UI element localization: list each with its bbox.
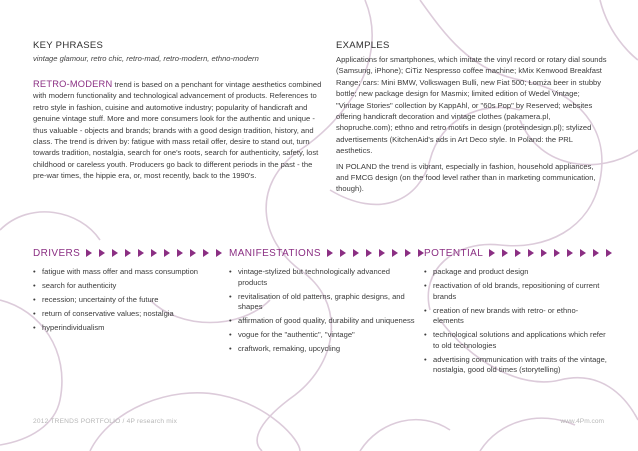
arrow-icon bbox=[606, 249, 612, 257]
arrow-icon bbox=[567, 249, 573, 257]
arrow-icon bbox=[541, 249, 547, 257]
arrow-icon bbox=[203, 249, 209, 257]
manifestations-list bbox=[229, 267, 415, 355]
arrow-icon bbox=[528, 249, 534, 257]
bullet-icon: • bbox=[33, 308, 36, 318]
arrow-icon bbox=[515, 249, 521, 257]
list-item: • fatigue with mass offer and mass consumption bbox=[33, 267, 199, 276]
list-item: • technological solutions and applications which refer to old technologies bbox=[424, 330, 606, 350]
key-phrases-list: vintage glamour, retro chic, retro-mad, retro-modern, ethno-modern bbox=[33, 54, 259, 63]
arrow-icon bbox=[379, 249, 385, 257]
bullet-icon: • bbox=[424, 267, 427, 276]
list-item: • return of conservative values; nostalgia bbox=[33, 308, 174, 318]
list-item: • hyperindividualism bbox=[33, 322, 105, 332]
bullet-icon: • bbox=[33, 280, 36, 290]
examples-paragraph: Applications for smartphones, which imitate the vinyl record or rotary dial sounds (Samsung, iPhone); CiTiz Nespresso coffee machine; kMix Kenwood Breakfast Range; cars: Mini BMW, Volkswagen Bulli, new Fiat 500; Łomża beer in stubby bottle; new package design for Masmix; limited edition of Wedel Vintage; "Vintage Stories" collection by KappAhl, or "60s Pop" by Reserved; websites offering handicraft decoration and vintage clothes (pakamera.pl, shopruche.com); ethno and retro motifs in design (proteindesign.pl); stylized advertisements (KitchenAid's ads in Art Deco style. In Poland: the PRL aesthetics. bbox=[336, 55, 607, 156]
bullet-icon: • bbox=[229, 344, 232, 354]
potential-arrows bbox=[489, 249, 619, 257]
arrow-icon bbox=[138, 249, 144, 257]
arrow-icon bbox=[392, 249, 398, 257]
arrow-icon bbox=[327, 249, 333, 257]
arrow-icon bbox=[340, 249, 346, 257]
potential-section bbox=[424, 246, 608, 379]
potential-title: POTENTIAL bbox=[424, 247, 484, 259]
arrow-icon bbox=[580, 249, 586, 257]
list-item: • advertising communication with traits of the vintage, nostalgia, good old times (storytelling) bbox=[424, 354, 607, 375]
list-item: • recession; uncertainty of the future bbox=[33, 294, 159, 304]
arrow-icon bbox=[593, 249, 599, 257]
bullet-icon: • bbox=[229, 330, 232, 340]
list-item: • revitalisation of old patterns, graphic designs, and shapes bbox=[229, 291, 405, 312]
trend-description bbox=[33, 79, 323, 182]
arrow-icon bbox=[125, 249, 131, 257]
arrow-icon bbox=[502, 249, 508, 257]
bullet-icon: • bbox=[33, 267, 36, 276]
manifestations-title: MANIFESTATIONS bbox=[229, 247, 321, 259]
trend-name: RETRO-MODERN bbox=[33, 79, 113, 89]
examples-column bbox=[336, 40, 608, 195]
arrow-icon bbox=[86, 249, 92, 257]
arrow-icon bbox=[353, 249, 359, 257]
arrow-icon bbox=[554, 249, 560, 257]
bullet-icon: • bbox=[33, 294, 36, 304]
arrow-icon bbox=[418, 249, 424, 257]
poland-paragraph: IN POLAND the trend is vibrant, especially in fashion, household appliances, and FMCG design (on the food level rather than in marketing communication, though). bbox=[336, 161, 596, 194]
arrow-icon bbox=[177, 249, 183, 257]
list-item: • vintage-stylized but technologically advanced products bbox=[229, 267, 390, 287]
list-item: • affirmation of good quality, durability and uniqueness bbox=[229, 316, 415, 326]
drivers-section bbox=[33, 246, 228, 337]
footer-source: 2012 TRENDS PORTFOLIO / 4P research mix bbox=[33, 418, 178, 425]
list-item: • package and product design bbox=[424, 267, 529, 276]
list-item: • creation of new brands with retro- or ethno-elements bbox=[424, 305, 579, 326]
arrow-icon bbox=[405, 249, 411, 257]
key-phrases-column bbox=[33, 40, 323, 182]
arrow-icon bbox=[366, 249, 372, 257]
bullet-icon: • bbox=[424, 330, 427, 340]
arrow-icon bbox=[216, 249, 222, 257]
list-item: • reactivation of old brands, repositioning of current brands bbox=[424, 280, 600, 301]
bullet-icon: • bbox=[424, 280, 427, 290]
trend-description-text: trend is based on a penchant for vintage aesthetics combined with modern functionality and technological advancement of products. References to retro style in fashion, cuisine and automotive industry; popularity of handicraft and genuine vintage stuff. More and more consumers look for the authentic and unique - thus valuable - objects and brands; brands with a good design tradition, history, and class. The trend is driven by: fatigue with mass retail offer, desire to stand out, turn towards tradition, nostalgia, search for one's roots, search for authenticity, safety, lost childhood or careless youth. Producers go back to different periods in the past - the pre-war times, the hippie era, or, most recently, back to the 1990's. bbox=[33, 80, 322, 181]
arrow-icon bbox=[99, 249, 105, 257]
drivers-title: DRIVERS bbox=[33, 247, 81, 259]
manifestations-section bbox=[229, 246, 415, 358]
arrow-icon bbox=[190, 249, 196, 257]
bullet-icon: • bbox=[424, 354, 427, 364]
drivers-arrows bbox=[86, 249, 229, 257]
footer-website: www.4Pm.com bbox=[560, 418, 604, 425]
potential-list bbox=[424, 267, 608, 376]
arrow-icon bbox=[112, 249, 118, 257]
list-item: • craftwork, remaking, upcycling bbox=[229, 344, 341, 354]
bullet-icon: • bbox=[424, 305, 427, 315]
bullet-icon: • bbox=[229, 267, 232, 276]
bullet-icon: • bbox=[229, 291, 232, 301]
arrow-icon bbox=[164, 249, 170, 257]
examples-heading: EXAMPLES bbox=[336, 40, 390, 51]
key-phrases-heading: KEY PHRASES bbox=[33, 40, 104, 51]
arrow-icon bbox=[489, 249, 495, 257]
bullet-icon: • bbox=[229, 316, 232, 326]
list-item: • search for authenticity bbox=[33, 280, 117, 290]
drivers-list bbox=[33, 267, 228, 334]
bullet-icon: • bbox=[33, 322, 36, 332]
manifestations-arrows bbox=[327, 249, 431, 257]
arrow-icon bbox=[151, 249, 157, 257]
list-item: • vogue for the "authentic", "vintage" bbox=[229, 330, 355, 340]
